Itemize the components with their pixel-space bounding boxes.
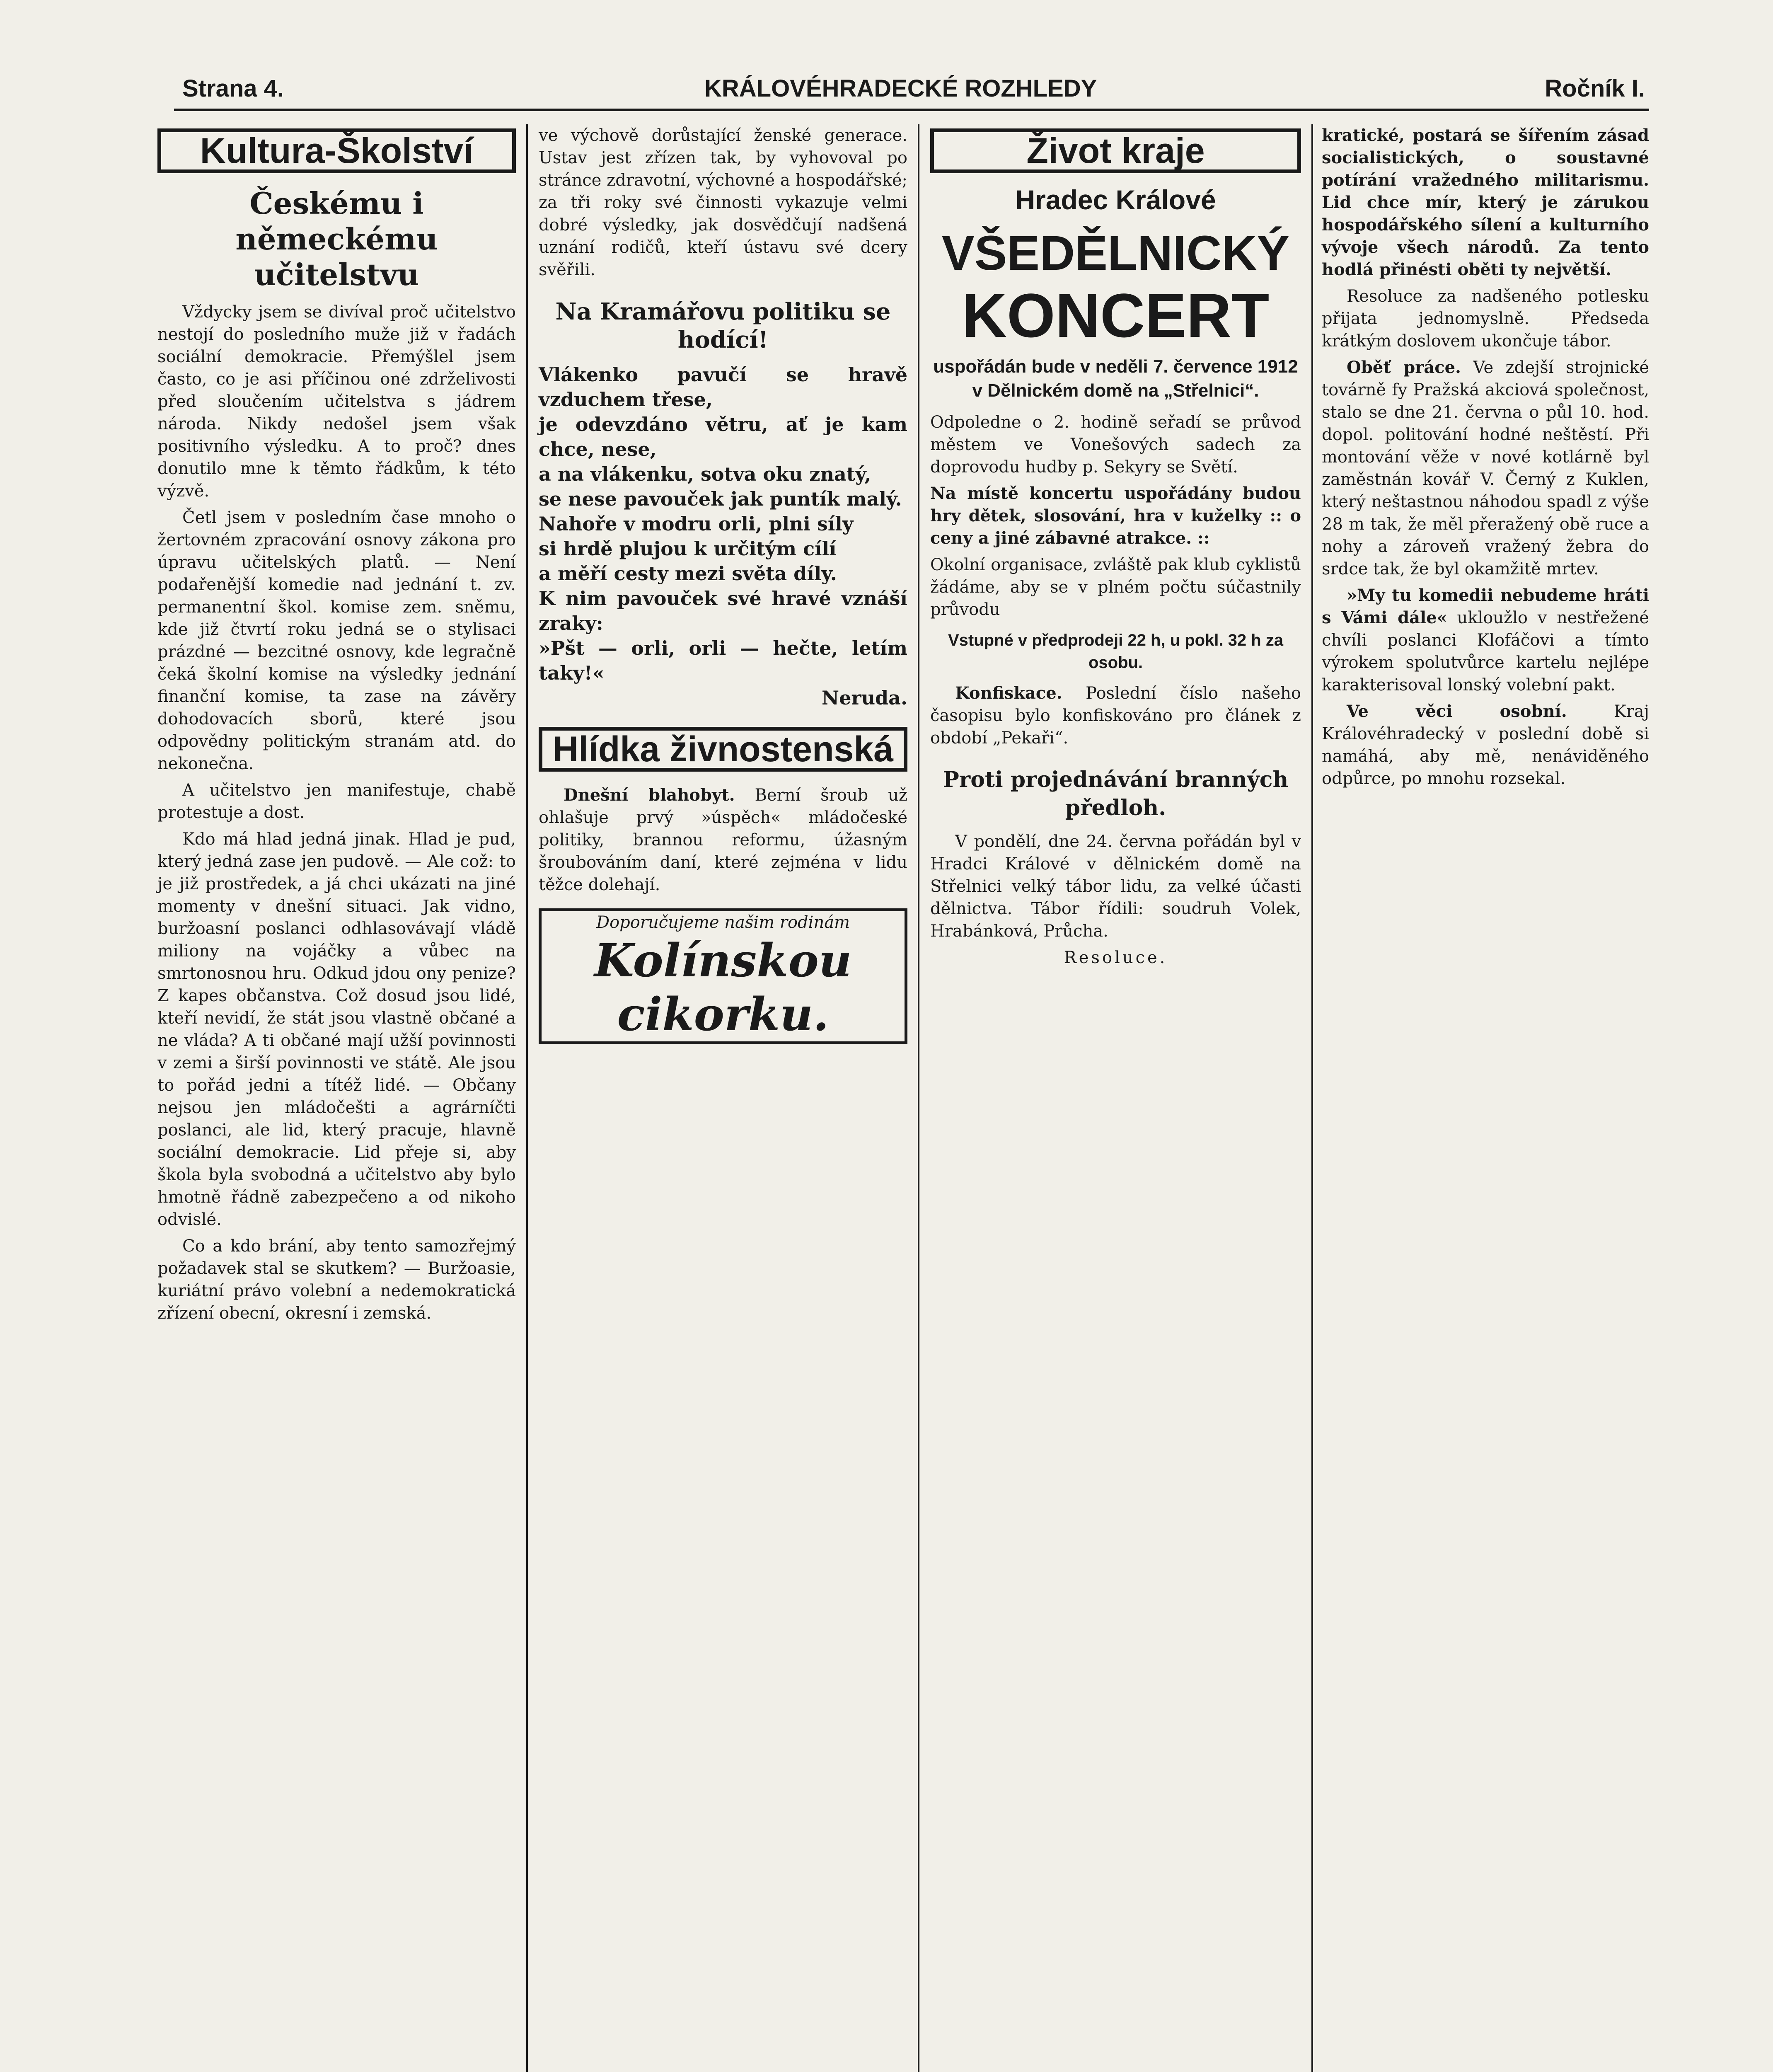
poem-line: Vlákenko pavučí se hravě vzduchem třese,: [539, 363, 907, 411]
column-divider: [1311, 124, 1313, 2072]
paragraph: Poslední číslo našeho časopisu bylo konfiskováno pro článek z období „Pekaři“.: [930, 684, 1301, 748]
paragraph: ukloužlo v nestřežené chvíli poslanci Klofáčovi a tímto výrokem spolutvůrce kartelu nejlépe karakterisoval lonský volební pakt.: [1322, 608, 1650, 695]
concert-lead: uspořádán bude v neděli 7. července 1912 v Dělnickém domě na „Střelnici“.: [933, 356, 1298, 401]
paragraph: Kraj Královéhradecký v poslední době si namáhá, aby mě, nenáviděného odpůrce, po mnohu rozsekal.: [1322, 702, 1649, 788]
paragraph: Četl jsem v posledním čase mnoho o žertovném zpracování osnovy zákona pro úpravu učitelských platů. — Není podařenější komedie nad jednání t. zv. permanentní škol. komise zem. sněmu, kde již čtvrtí roku jedná se o stylisaci prázdné — bezcitné osnovy, kde legračně čeká školní komise na výsledky jednání finanční komise, ta zase na závěry dohodovacích sborů, které jsou odpovědny politickým stranám atd. do nekonečna.: [157, 508, 516, 773]
subheading: Oběť práce.: [1347, 358, 1461, 377]
paragraph: kratické, postará se šířením zásad socialistických, o soustavné potírání vražedného militarismu. Lid chce mír, který je zárukou hospodářského sílení a kulturního vývoje všech národů. Za tento hodlá přinésti oběti ty největší.: [1322, 126, 1649, 279]
poem-line: je odevzdáno větru, ať je kam chce, nese,: [539, 413, 907, 460]
paragraph: Co a kdo brání, aby tento samozřejmý požadavek stal se skutkem? — Buržoasie, kuriátní právo volební a nedemokratická zřízení obecní, okresní i zemská.: [157, 1237, 516, 1323]
resolution-heading: Resoluce.: [1064, 948, 1168, 967]
section-box-zivot-kraje: Život kraje: [930, 128, 1301, 173]
column-2: [539, 124, 907, 1057]
paragraph: Resoluce za nadšeného potlesku přijata jednomyslně. Předseda krátkým doslovem ukončuje tábor.: [1322, 287, 1649, 351]
concert-word-2: KONCERT: [962, 281, 1270, 350]
volume-label: Ročník I.: [1545, 75, 1645, 102]
paragraph: Ve zdejší strojnické továrně fy Pražská akciová společnost, stalo se dne 21. června o půl 10. hod. dopol. politování hodné neštěstí. Při montování věže v nové kotlárně byl zaměstnán kovář V. Černý z Kuklen, který neštastnou náhodou spadl z výše 28 m tak, že měl přeražený obě ruce a nohy a zároveň vražený žebra do srdce tak, že byl okamžitě mrtev.: [1322, 358, 1649, 579]
ad-brand: Kolínskou cikorku.: [594, 934, 852, 1041]
column-divider: [918, 124, 919, 2072]
paragraph: Na místě koncertu uspořádány budou hry dětek, slosování, hra v kuželky :: o ceny a jiné zábavné atrakce. ::: [930, 484, 1301, 548]
paragraph: V pondělí, dne 24. června pořádán byl v Hradci Králové v dělnickém domě na Střelnici velký tábor lidu, za velké účasti dělnictva. Tábor řídili: soudruh Volek, Hrabánková, Průcha.: [930, 832, 1301, 941]
concert-headline: [930, 222, 1301, 350]
subheading: Ve věci osobní.: [1347, 702, 1567, 721]
column-1: [157, 124, 516, 1329]
page-header: [174, 75, 1645, 108]
paragraph: Vždycky jsem se divíval proč učitelstvo nestojí do posledního muže již v řadách sociální demokracie. Přemýšlel jsem často, co je asi příčinou oné zdrželivosti před sloučením učitelstva s jádrem národa. Nikdy nedošel jsem však positivního výsledku. A to proč? dnes donutilo mne k těmto řádkům, k této výzvě.: [157, 303, 516, 501]
paragraph: ve výchově dorůstající ženské generace. Ustav jest zřízen tak, by vyhovoval po stránce zdravotní, výchovné a hospodářské; za tři roky své činnosti vykazuje velmi dobré výsledky, jak dosvědčují nadšená uznání rodičů, kteří ústavu své dcery svěřili.: [539, 126, 907, 279]
poem-line: »Pšt — orli, orli — hečte, letím taky!«: [539, 637, 907, 684]
poem-line: si hrdě plujou k určitým cílí: [539, 537, 837, 560]
paragraph: Odpoledne o 2. hodině seřadí se průvod městem ve Vonešových sadech za doprovodu hudby p. Sekyry se Světí.: [930, 413, 1301, 477]
column-3: [930, 124, 1301, 969]
paragraph: A učitelstvo jen manifestuje, chabě protestuje a dost.: [157, 781, 516, 822]
paragraph: Okolní organisace, zvláště pak klub cyklistů žádáme, aby se v plném počtu súčastnily průvodu: [930, 555, 1301, 619]
subheading: Dnešní blahobyt.: [564, 785, 735, 805]
article-title: Proti projednávání branných předloh.: [943, 767, 1289, 821]
concert-word-1: VŠEDĚLNICKÝ: [941, 226, 1290, 281]
entry-fee: Vstupné v předprodeji 22 h, u pokl. 32 h za osobu.: [948, 631, 1284, 672]
section-box-zivnostenska: Hlídka živnostenská: [539, 727, 907, 772]
paragraph: Berní šroub už ohlašuje prvý »úspěch« mládočeské politiky, brannou reformu, úžasným šroubováním daní, které zejména v lidu těžce dolehají.: [539, 786, 907, 894]
poem-line: a měří cesty mezi světa díly.: [539, 562, 837, 585]
paragraph: Kdo má hlad jedná jinak. Hlad je pud, který jedná zase jen pudově. — Ale což: to je již prostředek, a já chci ukázati na jiné momenty v dnešní situaci. Jak vidno, buržoasní poslanci odhlasovávají vládě miliony na vojáčky a vůbec na smrtonosnou hru. Odkud jdou ony penize? Z kapes občanstva. Což dosud jsou lidé, kteří nevidí, že stát jsou vlastně občané a ne vláda? A ti občané mají užší povinnosti v zemi a širší povinnosti ve státě. Ale jsou to pořád jedni a títéž lidé. — Občany nejsou jen mládočešti a agrárníčti poslanci, ale lid, který pracuje, hlavně sociální demokracie. Lid přeje si, aby škola byla svobodná a učitelstvo aby bylo hmotně řádně zabezpečeno a od nikoho odvislé.: [157, 830, 516, 1229]
poem-line: se nese pavouček jak puntík malý.: [539, 488, 902, 510]
column-4: [1322, 124, 1649, 794]
column-divider: [526, 124, 528, 2072]
poem-heading: Na Kramářovu politiku se hodící!: [555, 298, 891, 353]
town-heading: Hradec Králové: [1015, 184, 1216, 215]
ad-subtitle: Doporučujeme našim rodinám: [596, 913, 850, 932]
page-number: Strana 4.: [182, 75, 284, 102]
poem-line: K nim pavouček své hravé vznáší zraky:: [539, 587, 907, 634]
masthead: KRÁLOVÉHRADECKÉ ROZHLEDY: [704, 75, 1097, 102]
poem-line: Nahoře v modru orli, plni síly: [539, 513, 854, 535]
header-rule: [174, 109, 1649, 111]
section-box-kultura: Kultura-Školství: [157, 128, 516, 173]
article-title: Českému i německému učitelstvu: [235, 186, 438, 292]
subheading: Konfiskace.: [955, 683, 1062, 703]
subheading: »My tu komedii nebudeme hráti s Vámi dále«: [1322, 586, 1649, 627]
poem-author: Neruda.: [822, 687, 907, 709]
poem-line: a na vlákenku, sotva oku znatý,: [539, 463, 871, 485]
advertisement-cikorka: [539, 908, 907, 1044]
poem: [539, 362, 907, 710]
